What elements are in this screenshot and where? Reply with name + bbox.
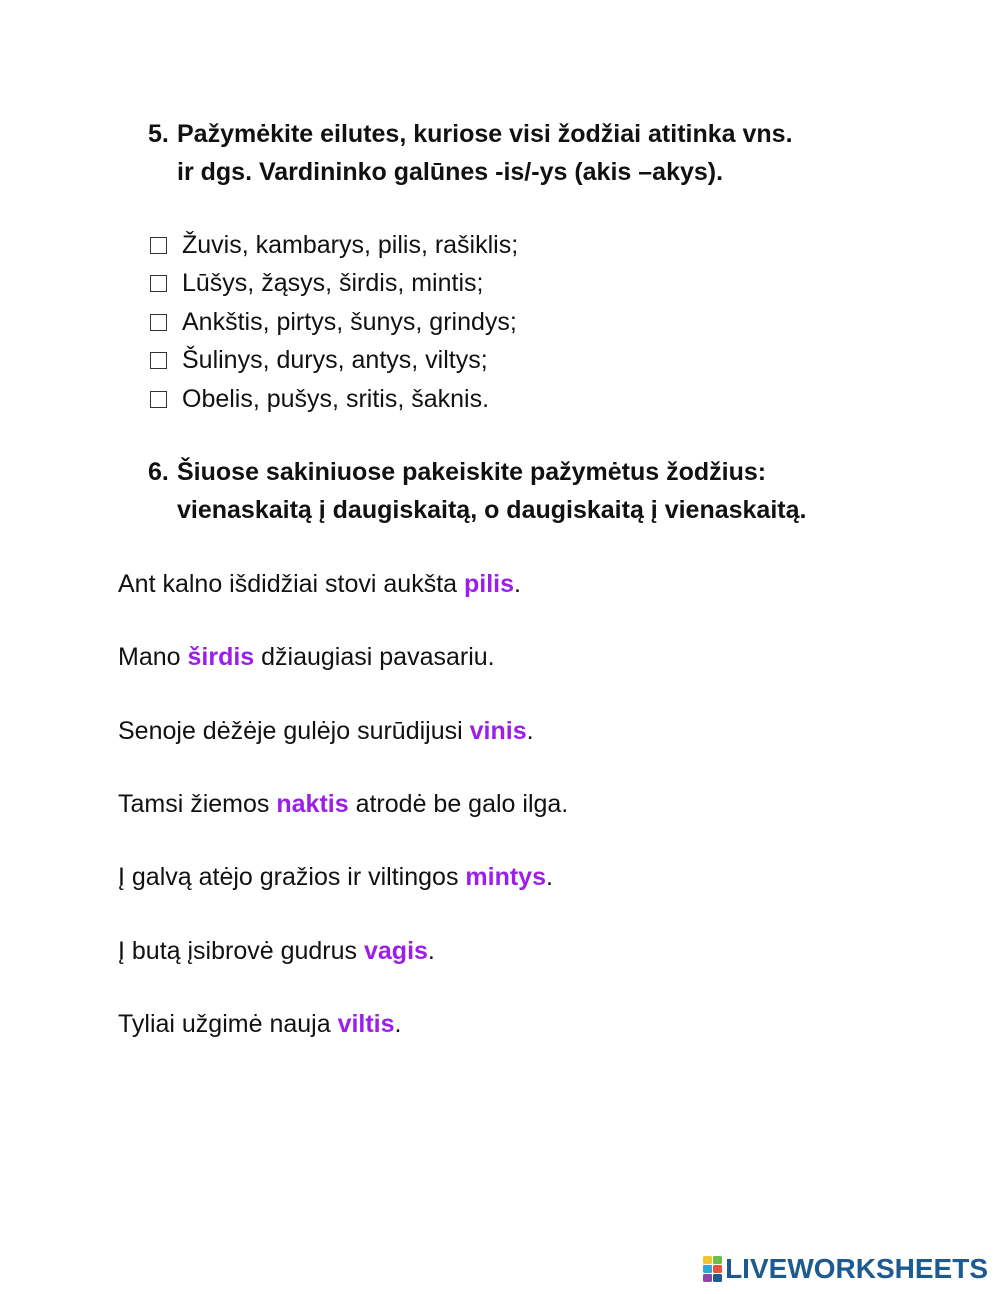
sentence-4 (118, 789, 568, 819)
sentence-text: . (514, 570, 521, 598)
liveworksheets-logo-icon (703, 1256, 723, 1282)
question-text-line-2: ir dgs. Vardininko galūnes -is/-ys (akis –akys). (177, 158, 724, 186)
checkbox-4[interactable] (150, 352, 167, 369)
sentence-text: . (545, 863, 553, 891)
question-6-heading (148, 453, 908, 529)
question-text (177, 115, 908, 191)
option-label-1: Žuvis, kambarys, pilis, rašiklis; (182, 230, 519, 259)
highlighted-word: vagis (363, 937, 428, 965)
checkbox-1[interactable] (150, 237, 167, 254)
sentence-text: Į butą įsibrovė gudrus (118, 937, 364, 965)
sentence-6 (118, 936, 435, 966)
highlighted-word: viltis (337, 1010, 395, 1038)
highlighted-word: mintys (465, 863, 546, 891)
sentence-text: Tamsi žiemos (118, 790, 277, 818)
sentence-5 (118, 862, 553, 892)
option-4[interactable] (150, 342, 518, 381)
option-label-3: Ankštis, pirtys, šunys, grindys; (182, 307, 517, 336)
question-text (177, 453, 908, 529)
sentence-text: Tyliai užgimė nauja (118, 1010, 338, 1038)
option-5[interactable] (150, 380, 518, 419)
checkbox-5[interactable] (150, 391, 167, 408)
question-text-line-2: vienaskaitą į daugiskaitą, o daugiskaitą į vienaskaitą. (177, 496, 807, 524)
sentence-text: džiaugiasi pavasariu. (254, 643, 495, 671)
sentence-text: Į galvą atėjo gražios ir viltingos (118, 863, 466, 891)
highlighted-word: širdis (187, 643, 255, 671)
answer-options (150, 226, 518, 419)
sentence-text: . (394, 1010, 402, 1038)
sentence-text: Ant kalno išdidžiai stovi aukšta (118, 570, 465, 598)
sentence-text: Senoje dėžėje gulėjo surūdijusi (118, 717, 470, 745)
highlighted-word: vinis (469, 717, 527, 745)
question-text-line-1: Pažymėkite eilutes, kuriose visi žodžiai atitinka vns. (177, 120, 793, 148)
sentence-3 (118, 716, 534, 746)
sentence-2 (118, 642, 495, 672)
liveworksheets-logo (703, 1253, 988, 1285)
sentence-text: atrodė be galo ilga. (348, 790, 569, 818)
question-text-line-1: Šiuose sakiniuose pakeiskite pažymėtus žodžius: (177, 458, 767, 486)
checkbox-3[interactable] (150, 314, 167, 331)
highlighted-word: naktis (276, 790, 349, 818)
sentence-text: . (526, 717, 534, 745)
highlighted-word: pilis (464, 570, 515, 598)
question-5-heading (148, 115, 908, 191)
sentence-text: . (427, 937, 435, 965)
option-1[interactable] (150, 226, 518, 265)
sentence-7 (118, 1009, 402, 1039)
sentence-text: Mano (118, 643, 188, 671)
option-label-4: Šulinys, durys, antys, viltys; (182, 346, 488, 375)
option-label-5: Obelis, pušys, sritis, šaknis. (182, 384, 490, 413)
sentence-1 (118, 569, 521, 599)
option-2[interactable] (150, 265, 518, 304)
option-3[interactable] (150, 303, 518, 342)
question-number: 5. (148, 120, 169, 148)
checkbox-2[interactable] (150, 275, 167, 292)
liveworksheets-logo-text: LIVEWORKSHEETS (725, 1253, 988, 1284)
question-number: 6. (148, 458, 169, 486)
option-label-2: Lūšys, žąsys, širdis, mintis; (182, 269, 484, 298)
